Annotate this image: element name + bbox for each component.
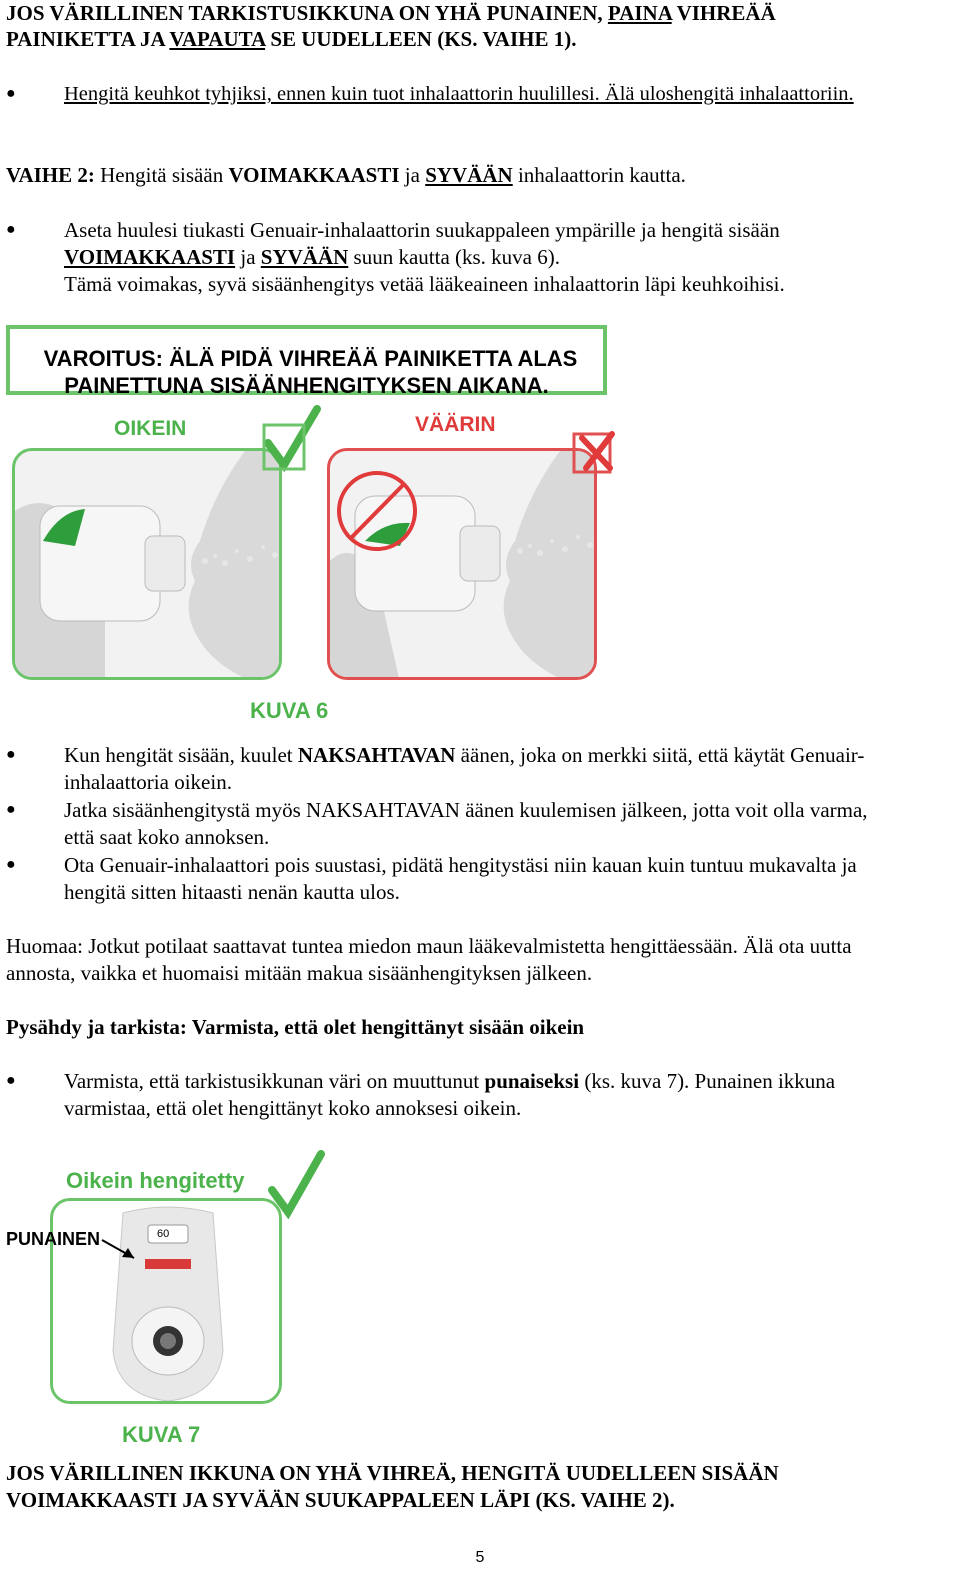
bullet-click-line-2: inhalaattoria oikein. (64, 770, 232, 794)
inhaler-misuse-illustration (330, 451, 597, 680)
top-warning-line-1 (6, 0, 776, 27)
text: PAINA (607, 1, 672, 25)
text: punaiseksi (484, 1069, 580, 1093)
checkmark-icon (262, 405, 322, 475)
bullet-dot: ● (6, 801, 16, 818)
warning-box (6, 325, 607, 398)
step2-heading (6, 162, 686, 189)
text: Hengitä sisään (94, 163, 229, 187)
text: Kun hengität sisään, kuulet (64, 743, 298, 767)
bullet-continue-line-2: että saat koko annoksen. (64, 825, 270, 849)
text: äänen, joka on merkki siitä, että käytät Genuair- (455, 743, 865, 767)
text: ja (399, 163, 426, 187)
bullet-dot: ● (6, 1072, 16, 1089)
bullet-check-line-1 (64, 1068, 835, 1095)
text: VOIMAKKAASTI (64, 245, 236, 269)
bullet-check-line-2: varmistaa, että olet hengittänyt koko annoksesi oikein. (64, 1096, 522, 1120)
figure7-caption: KUVA 7 (122, 1422, 201, 1447)
warning-line-1: VAROITUS: ÄLÄ PIDÄ VIHREÄÄ PAINIKETTA ALAS (43, 346, 578, 371)
text: inhalaattorin kautta. (512, 163, 686, 187)
red-window-label: PUNAINEN (6, 1229, 101, 1249)
figure6-correct-panel (12, 448, 282, 680)
bullet-remove-line-2: hengitä sitten hitaasti nenän kautta ulos. (64, 880, 400, 904)
bullet-dot: ● (6, 746, 16, 763)
text: (ks. kuva 7). Punainen ikkuna (579, 1069, 836, 1093)
bullet-dot: ● (6, 856, 16, 873)
bullet-lips-line-3: Tämä voimakas, syvä sisäänhengitys vetää lääkeaineen inhalaattorin läpi keuhkoihisi. (64, 272, 785, 296)
text: VIHREÄÄ (671, 1, 776, 25)
inhaler-use-illustration (15, 451, 282, 680)
text: suun kautta (ks. kuva 6). (348, 245, 560, 269)
text: NAKSAHTAVAN (297, 743, 456, 767)
bullet-dot: ● (6, 221, 16, 238)
note-line-1: Huomaa: Jotkut potilaat saattavat tuntea miedon maun lääkevalmistetta hengittäessään. Älä ota uutta (6, 934, 852, 958)
bullet-exhale: Hengitä keuhkot tyhjiksi, ennen kuin tuot inhalaattorin huulillesi. Älä uloshengitä inhalaattoriin. (64, 83, 854, 105)
bullet-lips-line-1: Aseta huulesi tiukasti Genuair-inhalaattorin suukappaleen ympärille ja hengitä sisään (64, 218, 780, 242)
dose-counter: 60 (157, 1228, 170, 1240)
text: Varmista, että tarkistusikkunan väri on muuttunut (64, 1069, 485, 1093)
text: VOIMAKKAASTI (228, 163, 400, 187)
top-warning-line-2 (6, 26, 576, 53)
text: ja (235, 245, 261, 269)
check-heading: Pysähdy ja tarkista: Varmista, että olet hengittänyt sisään oikein (6, 1015, 585, 1039)
bullet-remove-line-1: Ota Genuair-inhalaattori pois suustasi, pidätä hengitystäsi niin kauan kuin tuntuu mukavalta ja (64, 853, 857, 877)
text: SYVÄÄN (260, 245, 349, 269)
bullet-lips-line-2 (64, 244, 560, 271)
figure7-title: Oikein hengitetty (66, 1168, 245, 1193)
text: SE UUDELLEEN (KS. VAIHE 1). (265, 27, 577, 51)
correct-label: OIKEIN (114, 417, 187, 440)
bottom-warning-line-1: JOS VÄRILLINEN IKKUNA ON YHÄ VIHREÄ, HENGITÄ UUDELLEEN SISÄÄN (6, 1461, 779, 1485)
wrong-label: VÄÄRIN (415, 413, 496, 436)
text: SYVÄÄN (425, 163, 513, 187)
figure6-caption: KUVA 6 (250, 698, 329, 723)
figure6-wrong-panel (327, 448, 597, 680)
text: PAINIKETTA JA (6, 27, 170, 51)
bullet-click-line-1 (64, 742, 864, 769)
warning-line-2: PAINETTUNA SISÄÄNHENGITYKSEN AIKANA. (64, 373, 549, 398)
cross-icon (572, 428, 622, 478)
arrow-icon (100, 1236, 140, 1266)
bullet-continue-line-1: Jatka sisäänhengitystä myös NAKSAHTAVAN äänen kuulemisen jälkeen, jotta voit olla varma, (64, 798, 868, 822)
text: VAPAUTA (169, 27, 266, 51)
bullet-dot: ● (6, 85, 16, 102)
note-line-2: annosta, vaikka et huomaisi mitään makua sisäänhengityksen jälkeen. (6, 961, 593, 985)
step-label: VAIHE 2: (6, 163, 95, 187)
text: JOS VÄRILLINEN TARKISTUSIKKUNA ON YHÄ PUNAINEN, (6, 1, 608, 25)
page-number: 5 (475, 1549, 485, 1566)
bottom-warning-line-2: VOIMAKKAASTI JA SYVÄÄN SUUKAPPALEEN LÄPI (KS. VAIHE 2). (6, 1488, 675, 1512)
